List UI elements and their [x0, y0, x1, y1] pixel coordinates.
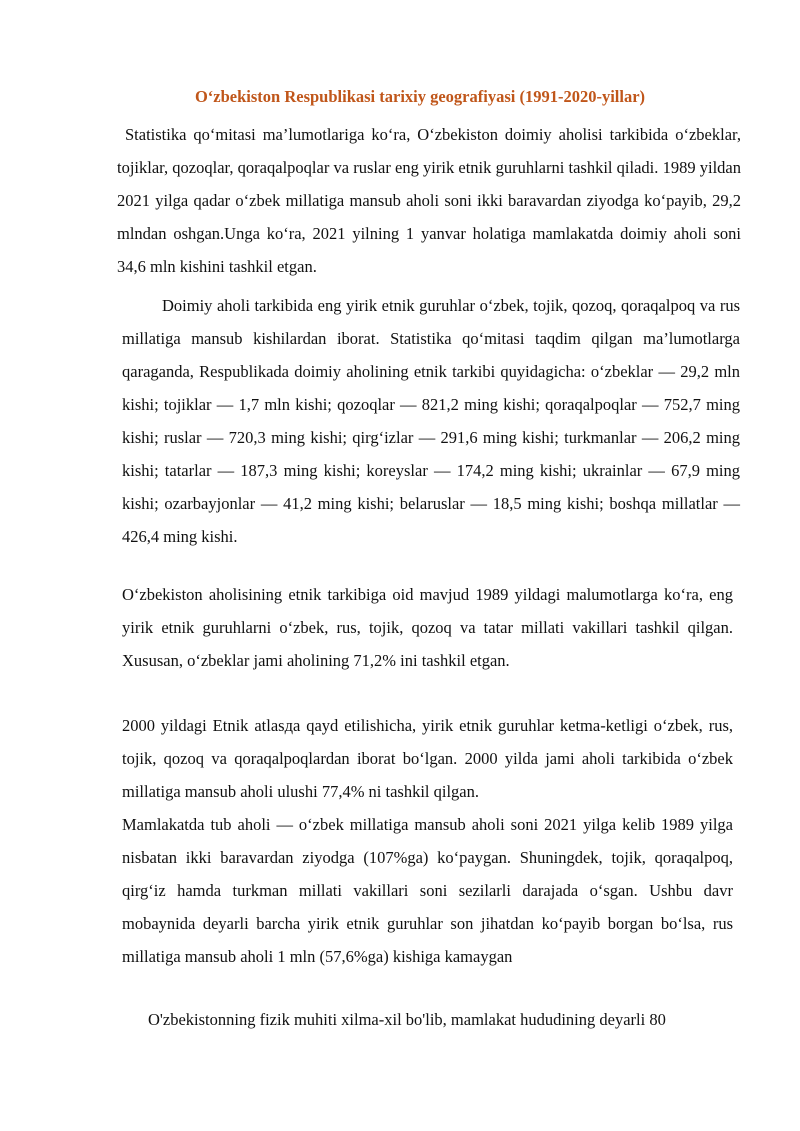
document-title: O‘zbekiston Respublikasi tarixiy geografiyasi (1991-2020-yillar) [194, 87, 646, 106]
paragraph-2000-atlas: 2000 yildagi Etnik atlasда qayd etilishicha, yirik etnik guruhlar ketma-ketligi o‘zbek, rus, tojik, qozoq va qoraqalpoqlardan iborat bo‘lgan. 2000 yilda jami aholi tarkibida o‘zbek millatiga mansub aholi ulushi 77,4% ni tashkil qilgan. [122, 716, 733, 801]
paragraph-text: Statistika qo‘mitasi ma’lumotlariga ko‘ra, O‘zbekiston doimiy aholisi tarkibida o‘zbeklar, tojiklar, qozoqlar, qoraqalpoqlar va ruslar eng yirik etnik guruhlarni tashkil qiladi. 1989 yildan 2021 yilga qadar o‘zbek millatiga mansub aholi soni ikki baravardan ziyodga ko‘payib, 29,2 mlndan oshgan.Unga ko‘ra, 2021 yilning 1 yanvar holatiga mamlakatda doimiy aholi soni 34,6 mln kishini tashkil etgan. [117, 125, 741, 276]
paragraph-population-change: Mamlakatda tub aholi — o‘zbek millatiga mansub aholi soni 2021 yilga kelib 1989 yilga nisbatan ikki baravardan ziyodga (107%ga) ko‘paygan. Shuningdek, tojik, qoraqalpoq, qirg‘iz hamda turkman millati vakillari soni sezilarli darajada o‘sgan. Ushbu davr mobaynida deyarli barcha yirik etnik guruhlar son jihatdan ko‘payib borgan bo‘lsa, rus millatiga mansub aholi 1 mln (57,6%ga) kishiga kamaygan [122, 815, 733, 966]
paragraph-ethnic-composition: Doimiy aholi tarkibida eng yirik etnik guruhlar o‘zbek, tojik, qozoq, qoraqalpoq va rus millatiga mansub kishilardan iborat. Statistika qo‘mitasi taqdim qilgan ma’lumotlarga qaraganda, Respublikada doimiy aholining etnik tarkibi quyidagicha: o‘zbeklar — 29,2 mln kishi; tojiklar — 1,7 mln kishi; qozoqlar — 821,2 ming kishi; qoraqalpoqlar — 752,7 ming kishi; ruslar — 720,3 ming kishi; qirg‘izlar — 291,6 ming kishi; turkmanlar — 206,2 ming kishi; tatarlar — 187,3 ming kishi; koreyslar — 174,2 ming kishi; ukrainlar — 67,9 ming kishi; ozarbayjonlar — 41,2 ming kishi; belaruslar — 18,5 ming kishi; boshqa millatlar — 426,4 ming kishi. [122, 296, 740, 546]
paragraph-physical-environment: O'zbekistonning fizik muhiti xilma-xil bo'lib, mamlakat hududining deyarli 80 [148, 1010, 666, 1029]
paragraph-statistics-intro [117, 118, 741, 283]
paragraph-1989-data: O‘zbekiston aholisining etnik tarkibiga oid mavjud 1989 yildagi malumotlarga ko‘ra, eng yirik etnik guruhlarni o‘zbek, rus, tojik, qozoq va tatar millati vakillari tashkil qilgan. Xususan, o‘zbeklar jami aholining 71,2% ini tashkil etgan. [122, 585, 733, 670]
